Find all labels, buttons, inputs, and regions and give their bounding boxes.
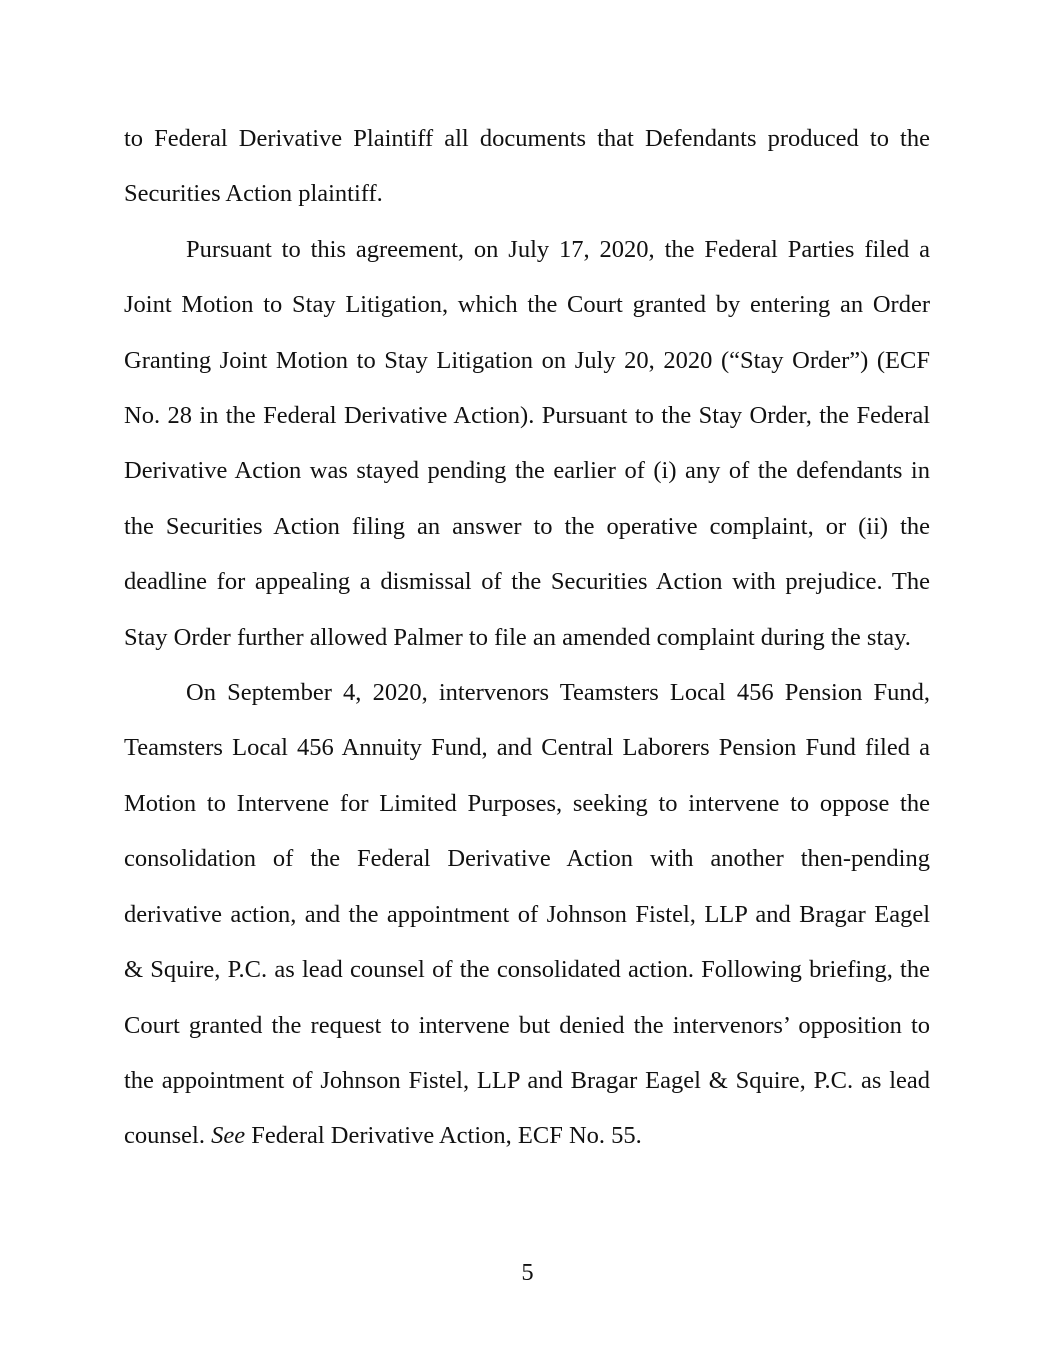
paragraph-intervenors bbox=[124, 665, 930, 1164]
paragraph-intervenors-main-text: On September 4, 2020, intervenors Teamsters Local 456 Pension Fund, Teamsters Local 456 Annuity Fund, and Central Laborers Pension Fund filed a Motion to Intervene for Limited Purposes, seeking to intervene to oppose the consolidation of the Federal Derivative Action with another then-pending derivative action, and the appointment of Johnson Fistel, LLP and Bragar Eagel & Squire, P.C. as lead counsel of the consolidated action. Following briefing, the Court granted the request to intervene but denied the intervenors’ opposition to the appointment of Johnson Fistel, LLP and Bragar Eagel & Squire, P.C. as lead counsel. bbox=[124, 679, 930, 1150]
paragraph-continuation: to Federal Derivative Plaintiff all documents that Defendants produced to the Securities Action plaintiff. bbox=[124, 125, 930, 208]
page-number: 5 bbox=[521, 1259, 534, 1286]
paragraph-intervenors-citation: Federal Derivative Action, ECF No. 55. bbox=[245, 1122, 642, 1150]
italic-see-signal: See bbox=[211, 1122, 246, 1150]
paragraph-stay-order: Pursuant to this agreement, on July 17, 2020, the Federal Parties filed a Joint Motion to Stay Litigation, which the Court granted by entering an Order Granting Joint Motion to Stay Litigation on July 20, 2020 (“Stay Order”) (ECF No. 28 in the Federal Derivative Action). Pursuant to the Stay Order, the Federal Derivative Action was stayed pending the earlier of (i) any of the defendants in the Securities Action filing an answer to the operative complaint, or (ii) the deadline for appealing a dismissal of the Securities Action with prejudice. The Stay Order further allowed Palmer to file an amended complaint during the stay. bbox=[124, 235, 930, 651]
body-text bbox=[124, 111, 930, 1164]
